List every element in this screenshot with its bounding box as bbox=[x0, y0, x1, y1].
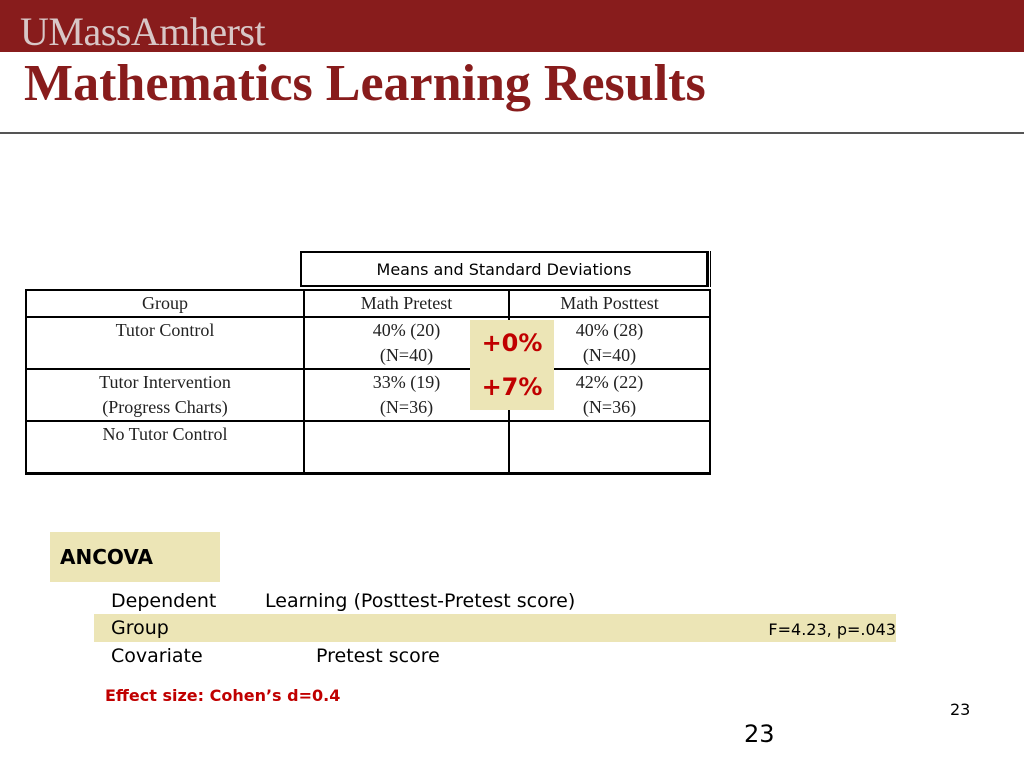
col-header-group: Group bbox=[26, 290, 304, 317]
group-cell bbox=[26, 421, 304, 474]
ancova-row-covariate bbox=[94, 642, 896, 670]
pretest-value: 33% (19) bbox=[372, 372, 441, 392]
caption-border-edge bbox=[708, 251, 711, 287]
posttest-cell bbox=[509, 421, 710, 474]
table-header-row bbox=[26, 290, 710, 317]
gain-badge-tutor-control: +0% bbox=[470, 320, 554, 366]
group-name: No Tutor Control bbox=[102, 424, 228, 444]
ancova-row-dependent bbox=[94, 587, 896, 615]
posttest-n: (N=36) bbox=[582, 397, 637, 417]
pretest-n: (N=36) bbox=[379, 397, 434, 417]
gain-badge-tutor-intervention: +7% bbox=[470, 364, 554, 410]
col-header-pretest: Math Pretest bbox=[304, 290, 509, 317]
slide-number: 23 bbox=[744, 720, 775, 748]
table-row bbox=[26, 369, 710, 421]
ancova-key: Dependent bbox=[111, 590, 217, 612]
ancova-key: Group bbox=[111, 617, 169, 639]
posttest-value: 42% (22) bbox=[575, 372, 644, 392]
results-table bbox=[25, 289, 711, 475]
ancova-stat: F=4.23, p=.043 bbox=[768, 620, 896, 639]
ancova-value: Pretest score bbox=[316, 645, 440, 667]
group-cell bbox=[26, 317, 304, 369]
posttest-value: 40% (28) bbox=[575, 320, 644, 340]
slide-title: Mathematics Learning Results bbox=[24, 55, 706, 112]
group-cell bbox=[26, 369, 304, 421]
posttest-n: (N=40) bbox=[582, 345, 637, 365]
group-name: Tutor Intervention bbox=[99, 372, 231, 392]
col-header-posttest: Math Posttest bbox=[509, 290, 710, 317]
title-divider bbox=[0, 132, 1024, 134]
umass-logo: UMassAmherst bbox=[20, 9, 266, 54]
table-row bbox=[26, 421, 710, 474]
effect-size-note: Effect size: Cohen’s d=0.4 bbox=[105, 686, 341, 705]
pretest-cell bbox=[304, 421, 509, 474]
header-banner bbox=[0, 0, 1024, 52]
ancova-row-group bbox=[94, 614, 896, 642]
ancova-value: Learning (Posttest-Pretest score) bbox=[265, 590, 576, 612]
pretest-value: 40% (20) bbox=[372, 320, 441, 340]
ancova-key: Covariate bbox=[111, 645, 203, 667]
slide-number-small: 23 bbox=[950, 700, 971, 719]
ancova-label: ANCOVA bbox=[50, 532, 220, 582]
table-row bbox=[26, 317, 710, 369]
group-name: Tutor Control bbox=[115, 320, 215, 340]
table-caption: Means and Standard Deviations bbox=[300, 251, 708, 287]
group-subtitle: (Progress Charts) bbox=[102, 397, 228, 417]
pretest-n: (N=40) bbox=[379, 345, 434, 365]
